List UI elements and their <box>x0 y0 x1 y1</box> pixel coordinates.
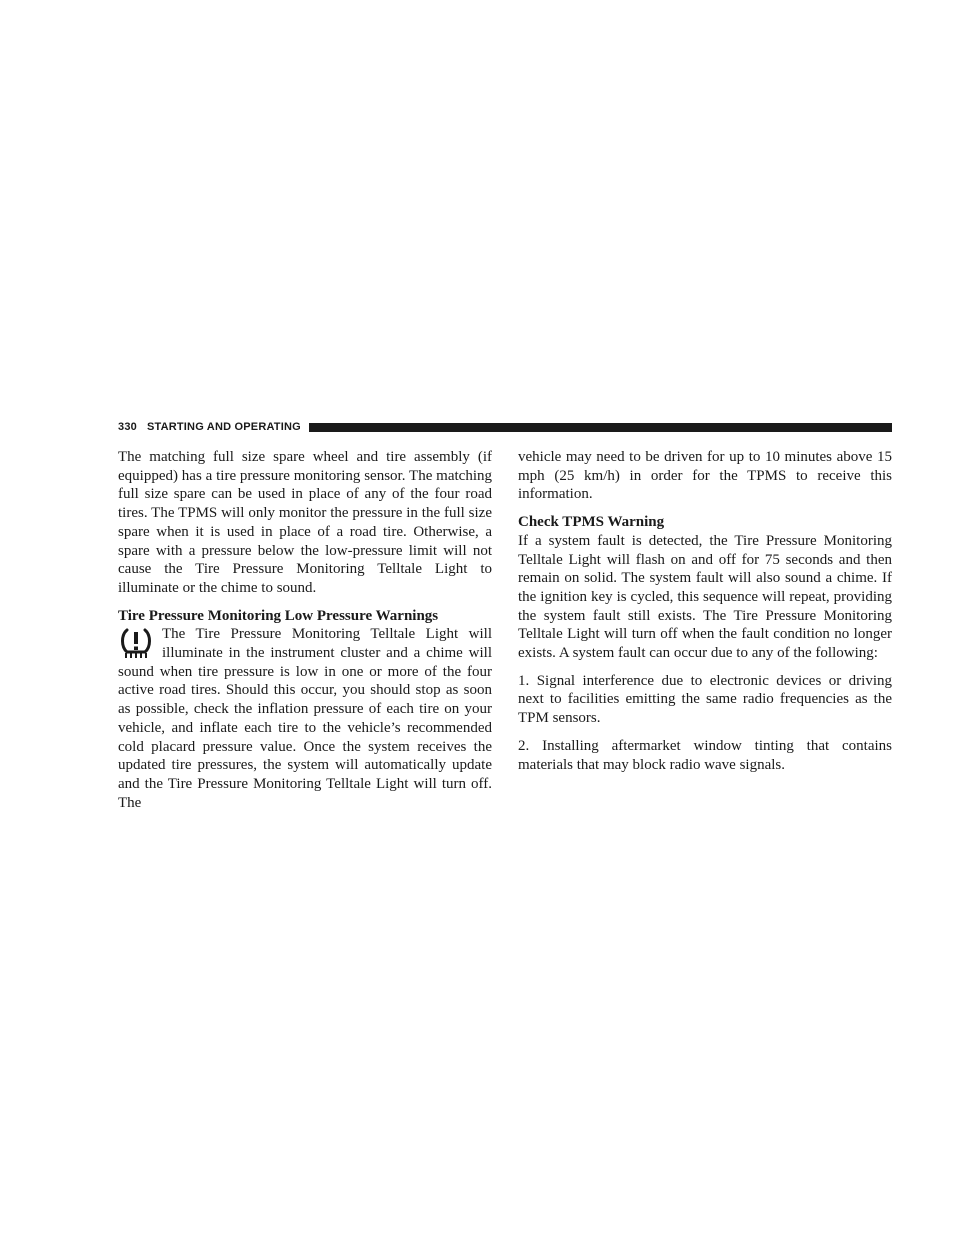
spare-tire-paragraph: The matching full size spare wheel and tire assembly (if equipped) has a tire pressure monitoring sensor. The matching full size spare can be used in place of any of the four road tires. The TPMS will only monitor the pressure in the full size spare when it is used in place of a road tire. Otherwise, a spare with a pressure below the low-pressure limit will not cause the Tire Pressure Monitoring Telltale Light to illuminate or the chime to sound. <box>118 449 492 596</box>
tire-pressure-warning-icon <box>118 627 154 661</box>
check-tpms-heading: Check TPMS Warning <box>518 514 665 531</box>
low-pressure-paragraph: The Tire Pressure Monitoring Telltale Light will illuminate in the instrument cluster and a chime will sound when tire pressure is low in one or more of the four active road tires. Should this occur, you should stop as soon as possible, check the inflation pressure of each tire on your vehicle, and inflate each tire to the vehicle’s recommended cold placard pressure value. Once the system receives the updated tire pressures, the system will automatically update and the Tire Pressure Monitoring Telltale Light will turn off. The <box>118 626 492 811</box>
section-title: STARTING AND OPERATING <box>146 421 301 433</box>
system-fault-paragraph: If a system fault is detected, the Tire Pressure Monitoring Telltale Light will flash on and off for 75 seconds and then remain on solid. The system fault will also sound a chime. If the ignition key is cycled, this sequence will repeat, providing the system fault still exists. The Tire Pressure Monitoring Telltale Light will turn off when the fault condition no longer exists. A system fault can occur due to any of the following: <box>518 532 892 662</box>
left-column <box>118 448 492 812</box>
low-pressure-warning-block <box>118 625 492 812</box>
continued-paragraph: vehicle may need to be driven for up to 10 minutes above 15 mph (25 km/h) in order for the TPMS to receive this information. <box>518 449 892 503</box>
page-number: 330 <box>118 421 137 433</box>
fault-cause-item-2: 2. Installing aftermarket window tinting that contains materials that may block radio wave signals. <box>518 737 892 773</box>
header-rule <box>309 423 892 432</box>
fault-cause-item-1: 1. Signal interference due to electronic devices or driving next to facilities emitting the same radio frequencies as the TPM sensors. <box>518 672 892 727</box>
page-header <box>118 420 892 434</box>
right-column <box>518 448 892 774</box>
low-pressure-warnings-heading: Tire Pressure Monitoring Low Pressure Warnings <box>118 607 439 624</box>
